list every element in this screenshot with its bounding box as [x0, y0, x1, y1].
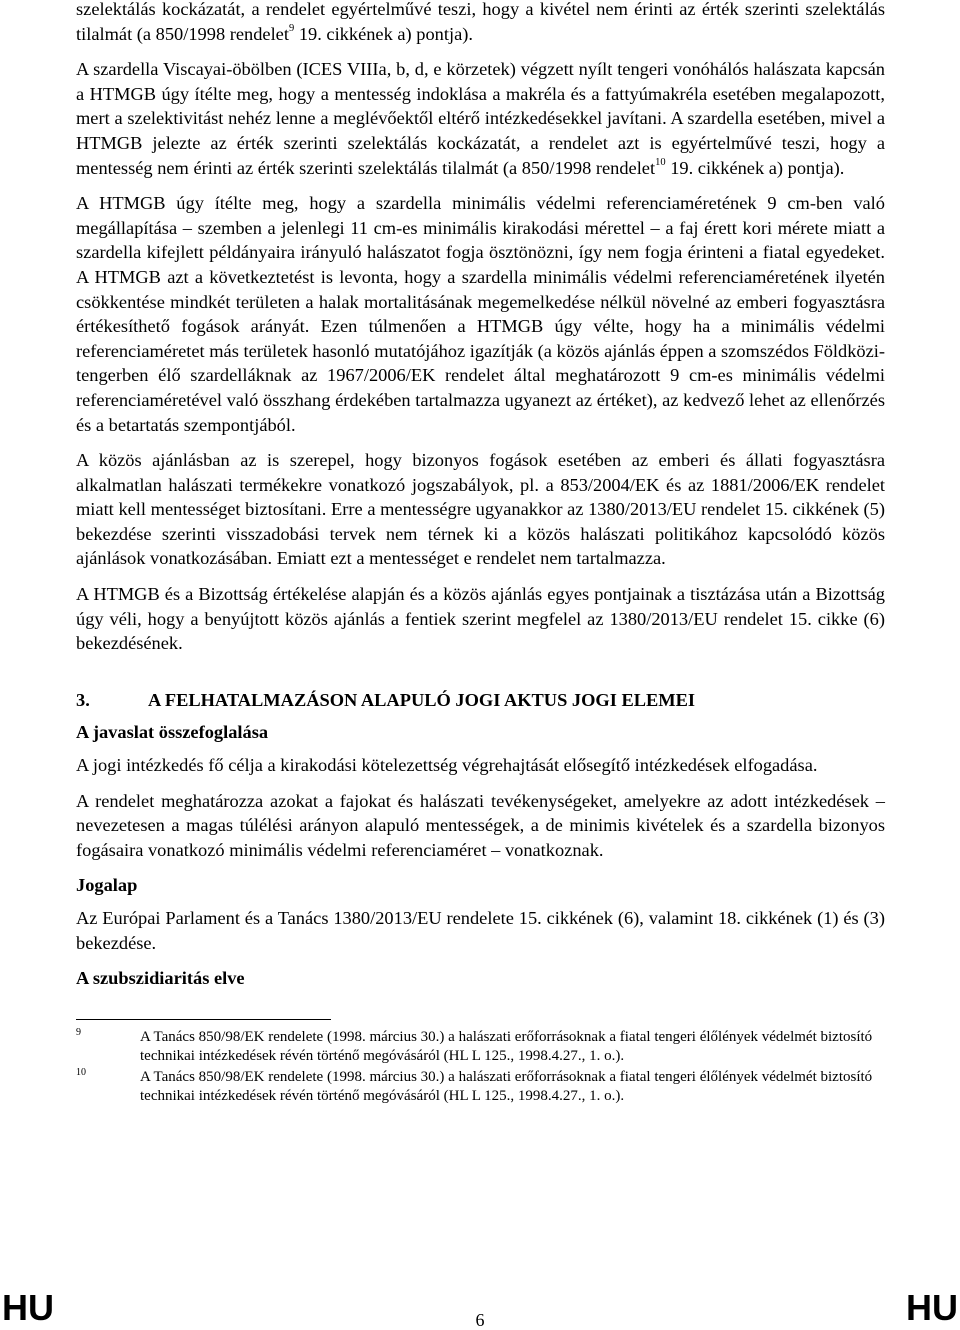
section-title: A FELHATALMAZÁSON ALAPULÓ JOGI AKTUS JOGI ELEMEI: [148, 689, 696, 710]
section-heading: [76, 688, 885, 713]
paragraph-text: A HTMGB és a Bizottság értékelése alapján és a közös ajánlás egyes pontjainak a tisztázása után a Bizottság úgy véli, hogy a benyújtott közös ajánlás a fentiek szerint megfelel az 1380/2013/EU rendelet 15. cikke (6) bekezdésének.: [76, 584, 885, 654]
paragraph-text: A HTMGB úgy ítélte meg, hogy a szardella minimális védelmi referenciaméretének 9 cm-ben való megállapítása – szemben a jelenlegi 11 cm-es minimális kirakodási mérettel – a faj érett kori mérete miatt a szardella kifejlett példányaira irányuló halászatot fogja ösztönözni, így nem fogja érinteni a fiatal egyedeket. A HTMGB azt a következtetést is levonta, hogy a szardella minimális védelmi referenciaméretének ilyetén csökkentése mindkét területen a halak mortalitásának megemelkedése nélkül növelné az emberi fogyasztásra értékesíthető fogások arányát. Ezen túlmenően a HTMGB úgy vélte, hogy ha a minimális védelmi referenciaméretet más területek hasonló mutatójához igazítják (a közös ajánlás éppen a szomszédos Földközi-tengerben élő szardelláknak az 1967/2006/EK rendelet által meghatározott 9 cm-es minimális védelmi referenciaméretével való összhang érdekében tartalmazza ugyanezt az értéket), az kedvező lehet az ellenőrzés és a betartatás szempontjából.: [76, 193, 885, 435]
footnote-10: [76, 1068, 885, 1106]
footnote-ref-10[interactable]: 10: [655, 157, 666, 169]
paragraph-text: A szardella Viscayai-öbölben (ICES VIIIa, b, d, e körzetek) végzett nyílt tengeri vonóhálós halászata kapcsán a HTMGB úgy ítélte meg, hogy a mentesség indoklása a makréla és a fattyúmakréla esetében megalapozott, mert a szelektivitást nehéz lenne a meglévőektől eltérő intézkedésekkel javítani. A szardella esetében, mivel a HTMGB jelezte az érték szerinti szelektálás kockázatát, a rendelet azt is egyértelművé teszi, hogy a mentesség nem érinti az érték szerinti szelektálás tilalmát (a 850/1998 rendelet: [76, 59, 885, 178]
paragraph-text: A közös ajánlásban az is szerepel, hogy bizonyos fogások esetében az emberi és állati fogyasztásra alkalmatlan halászati termékekre vonatkozó jogszabályok, pl. a 853/2004/EK és az 1881/2006/EK rendelet miatt kell mentességet biztosítani. Erre a mentességre ugyanakkor az 1380/2013/EU rendelet 15. cikkének (5) bekezdése szerinti visszadobási tervek nem térnek ki a közös halászati politikához kapcsolódó közös ajánlások vonatkozásában. Emiatt ezt a mentességet e rendelet nem tartalmazza.: [76, 450, 885, 569]
footnote-text: A Tanács 850/98/EK rendelete (1998. március 30.) a halászati erőforrásoknak a fiatal tengeri élőlények védelmét biztosító technikai intézkedések révén történő megóvásáról (HL L 125., 1998.4.27., 1. o.).: [140, 1028, 873, 1064]
paragraph-4: [76, 448, 885, 571]
footnote-text: A Tanács 850/98/EK rendelete (1998. március 30.) a halászati erőforrásoknak a fiatal tengeri élőlények védelmét biztosító technikai intézkedések révén történő megóvásáról (HL L 125., 1998.4.27., 1. o.).: [140, 1068, 873, 1104]
footnote-ref-9[interactable]: 9: [288, 23, 295, 35]
subheading-subsidiarity: A szubszidiaritás elve: [76, 968, 245, 989]
paragraph-text: 19. cikkének a) pontja).: [294, 23, 473, 44]
footnote-mark: 10: [76, 1066, 86, 1078]
page-number: 6: [475, 1310, 485, 1330]
section-number: 3.: [76, 689, 90, 710]
paragraph-2: [76, 57, 885, 180]
language-code-right: HU: [906, 1287, 958, 1328]
paragraph-text: szelektálás kockázatát, a rendelet egyértelművé teszi, hogy a kivétel nem érinti az érték szerinti szelektálás tilalmát (a 850/1998 rendelet: [76, 0, 885, 44]
subheading-proposal-summary: A javaslat összefoglalása: [76, 722, 269, 743]
paragraph-5: [76, 582, 885, 656]
paragraph-6: A jogi intézkedés fő célja a kirakodási kötelezettség végrehajtását elősegítő intézkedések elfogadása.: [76, 755, 818, 776]
paragraph-text: 19. cikkének a) pontja).: [665, 157, 845, 178]
page-footer: [0, 1288, 960, 1330]
language-code-left: HU: [2, 1287, 54, 1328]
subheading-legal-basis: Jogalap: [76, 875, 138, 896]
paragraph-3: [76, 191, 885, 437]
footnote-divider: [76, 1019, 331, 1020]
paragraph-1: [76, 0, 885, 46]
footnote-mark: 9: [76, 1026, 81, 1038]
paragraph-7: A rendelet meghatározza azokat a fajokat és halászati tevékenységeket, amelyekre az adott intézkedések – nevezetesen a magas túlélési arányon alapuló mentességek, a de minimis kivételek és a szardella bizonyos fogásaira vonatkozó minimális védelmi referenciaméret – vonatkoznak.: [76, 790, 885, 860]
paragraph-8: Az Európai Parlament és a Tanács 1380/2013/EU rendelete 15. cikkének (6), valamint 18. cikkének (1) és (3) bekezdése.: [76, 908, 885, 953]
footnote-9: [76, 1028, 885, 1066]
document-page: [76, 0, 885, 1108]
